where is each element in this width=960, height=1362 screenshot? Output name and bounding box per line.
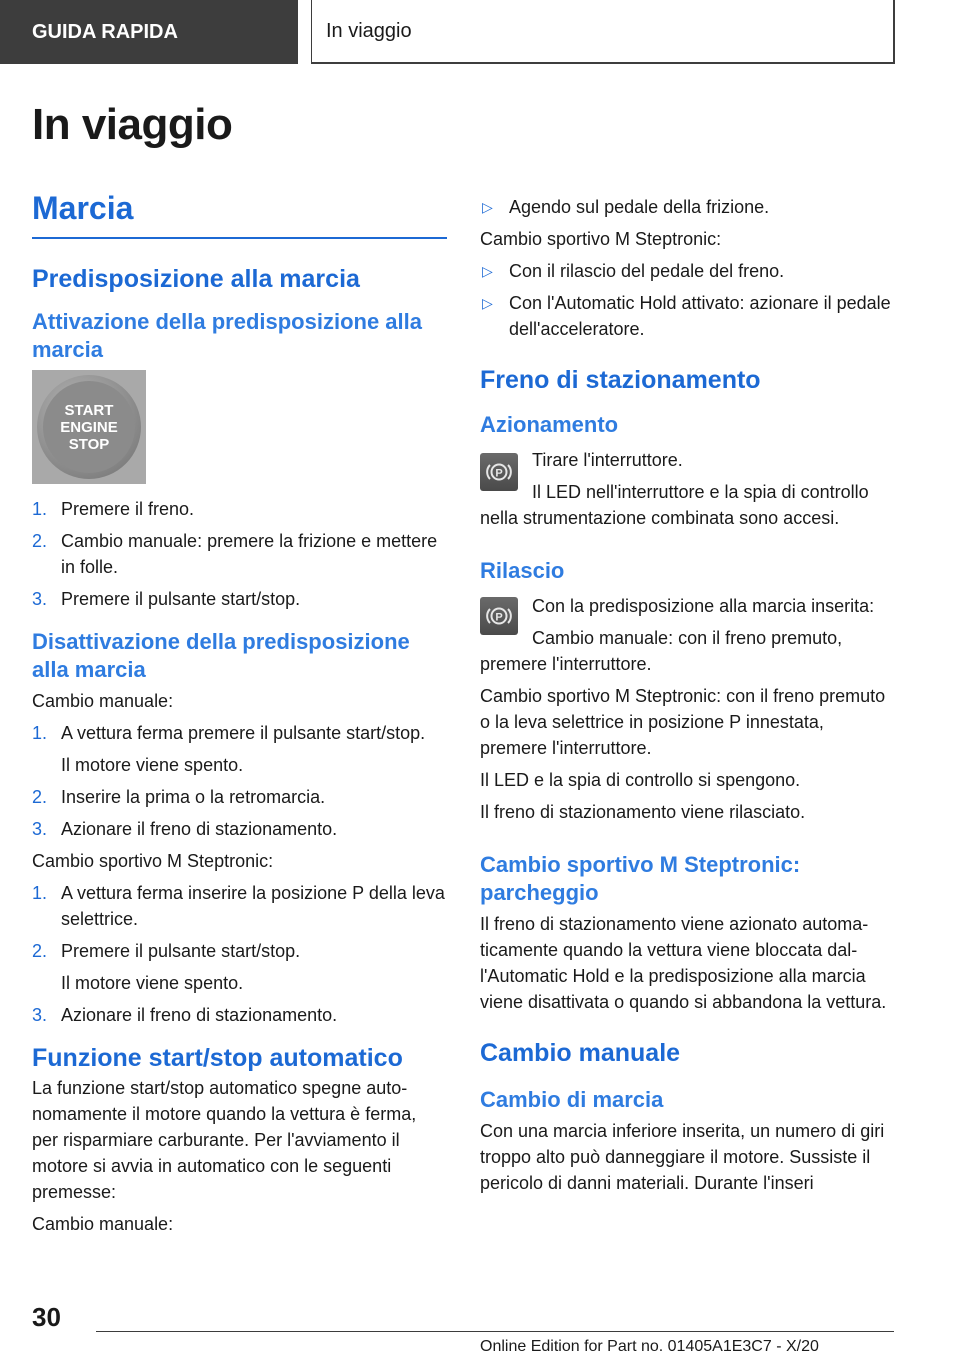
- step-text: Azionare il freno di stazionamento.: [61, 1005, 338, 1025]
- step-number: 1.: [32, 499, 48, 519]
- chapter-label: In viaggio: [326, 19, 412, 42]
- parking-brake-icon: [480, 453, 518, 491]
- step-text: Inserire la prima o la retromarcia.: [61, 787, 326, 807]
- heading-start-stop: Funzione start/stop automatico: [32, 1044, 403, 1072]
- right-column: [480, 194, 895, 1196]
- section-label: GUIDA RAPIDA: [32, 20, 178, 43]
- list-item: [32, 496, 447, 522]
- bullet-list-frizione: [480, 194, 895, 220]
- step-text: A vettura ferma premere il pulsante start/stop.: [61, 723, 426, 743]
- heading-parcheggio: Cambio sportivo M Steptronic: parcheggio: [480, 852, 801, 905]
- list-item: [480, 194, 895, 220]
- footer-divider: [96, 1331, 894, 1332]
- step-text: Premere il pulsante start/stop.: [61, 941, 301, 961]
- section-tab: [0, 0, 298, 64]
- page-number: 30: [32, 1302, 61, 1332]
- page-title: In viaggio: [32, 100, 233, 149]
- left-column: [32, 190, 447, 1237]
- button-text-stop: STOP: [68, 435, 110, 453]
- triangle-bullet-icon: ▷: [482, 199, 493, 215]
- heading-disattivazione: Disattivazione della predisposizione alla marcia: [32, 629, 410, 682]
- list-item: [480, 258, 895, 284]
- heading-marcia: Marcia: [32, 190, 447, 239]
- azionamento-step-1: Tirare l'interruttore.: [532, 450, 683, 470]
- disattivazione-steptronic-steps: [32, 880, 447, 1028]
- list-item: [32, 586, 447, 612]
- list-item: [32, 528, 447, 580]
- step-text: A vettura ferma inserire la posizione P della leva selettrice.: [61, 883, 445, 929]
- start-engine-stop-button-image: [32, 370, 146, 484]
- step-number: 3.: [32, 819, 48, 839]
- footer-edition: Online Edition for Part no. 01405A1E3C7 - X/20: [480, 1338, 819, 1355]
- bullet-text: Con il rilascio del pedale del freno.: [509, 261, 785, 281]
- label-steptronic: Cambio sportivo M Steptronic:: [480, 229, 722, 249]
- step-subtext: Il motore viene spento.: [61, 973, 244, 993]
- rilascio-block: [480, 593, 895, 825]
- rilascio-text-5: Il freno di stazionamento viene rilasciato.: [480, 802, 806, 822]
- step-number: 1.: [32, 723, 48, 743]
- heading-predisposizione: Predisposizione alla marcia: [32, 265, 360, 293]
- triangle-bullet-icon: ▷: [482, 263, 493, 279]
- step-number: 3.: [32, 1005, 48, 1025]
- step-text: Cambio manuale: premere la frizione e mettere in folle.: [61, 531, 438, 577]
- start-stop-manual-label: Cambio manuale:: [32, 1214, 174, 1234]
- heading-rilascio: Rilascio: [480, 558, 565, 583]
- heading-attivazione: Attivazione della predisposizione alla marcia: [32, 309, 422, 362]
- label-steptronic: Cambio sportivo M Steptronic:: [32, 851, 274, 871]
- parcheggio-text: Il freno di stazionamento viene azionato automaticamente quando la vettura viene bloccata dall'Automatic Hold e la predisposizione alla marcia viene disattivata o quando si abbandona la vettura.: [480, 914, 887, 1012]
- parking-brake-icon: [480, 597, 518, 635]
- bullet-text: Con l'Automatic Hold attivato: azionare il pedale dell'acceleratore.: [509, 293, 891, 339]
- svg-text:P: P: [495, 467, 503, 480]
- heading-cambio-di-marcia: Cambio di marcia: [480, 1087, 664, 1112]
- button-text-engine: ENGINE: [60, 418, 118, 436]
- triangle-bullet-icon: ▷: [482, 295, 493, 311]
- step-text: Premere il pulsante start/stop.: [61, 589, 301, 609]
- rilascio-text-1: Con la predisposizione alla marcia inserita:: [532, 596, 875, 616]
- azionamento-step-2: Il LED nell'interruttore e la spia di controllo nella strumentazione combinata sono accesi.: [480, 482, 869, 528]
- step-number: 1.: [32, 883, 48, 903]
- step-subtext: Il motore viene spento.: [61, 755, 244, 775]
- step-number: 2.: [32, 531, 48, 551]
- list-item: [32, 1002, 447, 1028]
- list-item: [32, 816, 447, 842]
- button-text-start: START: [64, 401, 114, 419]
- rilascio-text-4: Il LED e la spia di controllo si spengono.: [480, 770, 801, 790]
- start-stop-text: La funzione start/stop automatico spegne autonomamente il motore quando la vettura è ferma, per risparmiare carburante. Per l'avviamento il motore si avvia in automatico con le seguenti premesse:: [32, 1078, 417, 1202]
- step-number: 2.: [32, 787, 48, 807]
- attivazione-steps: [32, 496, 447, 612]
- list-item: [32, 720, 447, 746]
- label-cambio-manuale: Cambio manuale:: [32, 691, 174, 711]
- heading-freno-stazionamento: Freno di stazionamento: [480, 366, 761, 394]
- disattivazione-manual-steps: [32, 720, 447, 842]
- rilascio-text-2: Cambio manuale: con il freno premuto, premere l'interruttore.: [480, 628, 843, 674]
- step-text: Premere il freno.: [61, 499, 195, 519]
- button-ring: [37, 375, 141, 479]
- bullet-list-steptronic: [480, 258, 895, 342]
- chapter-tab: [311, 0, 895, 64]
- svg-text:P: P: [495, 611, 503, 624]
- list-item: [32, 784, 447, 810]
- bullet-text: Agendo sul pedale della frizione.: [509, 197, 770, 217]
- button-face: [43, 381, 135, 473]
- heading-azionamento: Azionamento: [480, 412, 619, 437]
- list-item: [32, 938, 447, 964]
- step-text: Azionare il freno di stazionamento.: [61, 819, 338, 839]
- step-number: 2.: [32, 941, 48, 961]
- cambio-text: Con una marcia inferiore inserita, un numero di giri troppo alto può danneggiare il motore. Sussiste il pericolo di danni materiali. Durante l'inseri: [480, 1121, 885, 1193]
- rilascio-text-3: Cambio sportivo M Steptronic: con il freno premuto o la leva selettrice in posizione P innestata, premere l'interruttore.: [480, 686, 886, 758]
- step-number: 3.: [32, 589, 48, 609]
- heading-cambio-manuale: Cambio manuale: [480, 1039, 681, 1067]
- list-item: [32, 880, 447, 932]
- azionamento-block: [480, 447, 895, 531]
- list-item: [480, 290, 895, 342]
